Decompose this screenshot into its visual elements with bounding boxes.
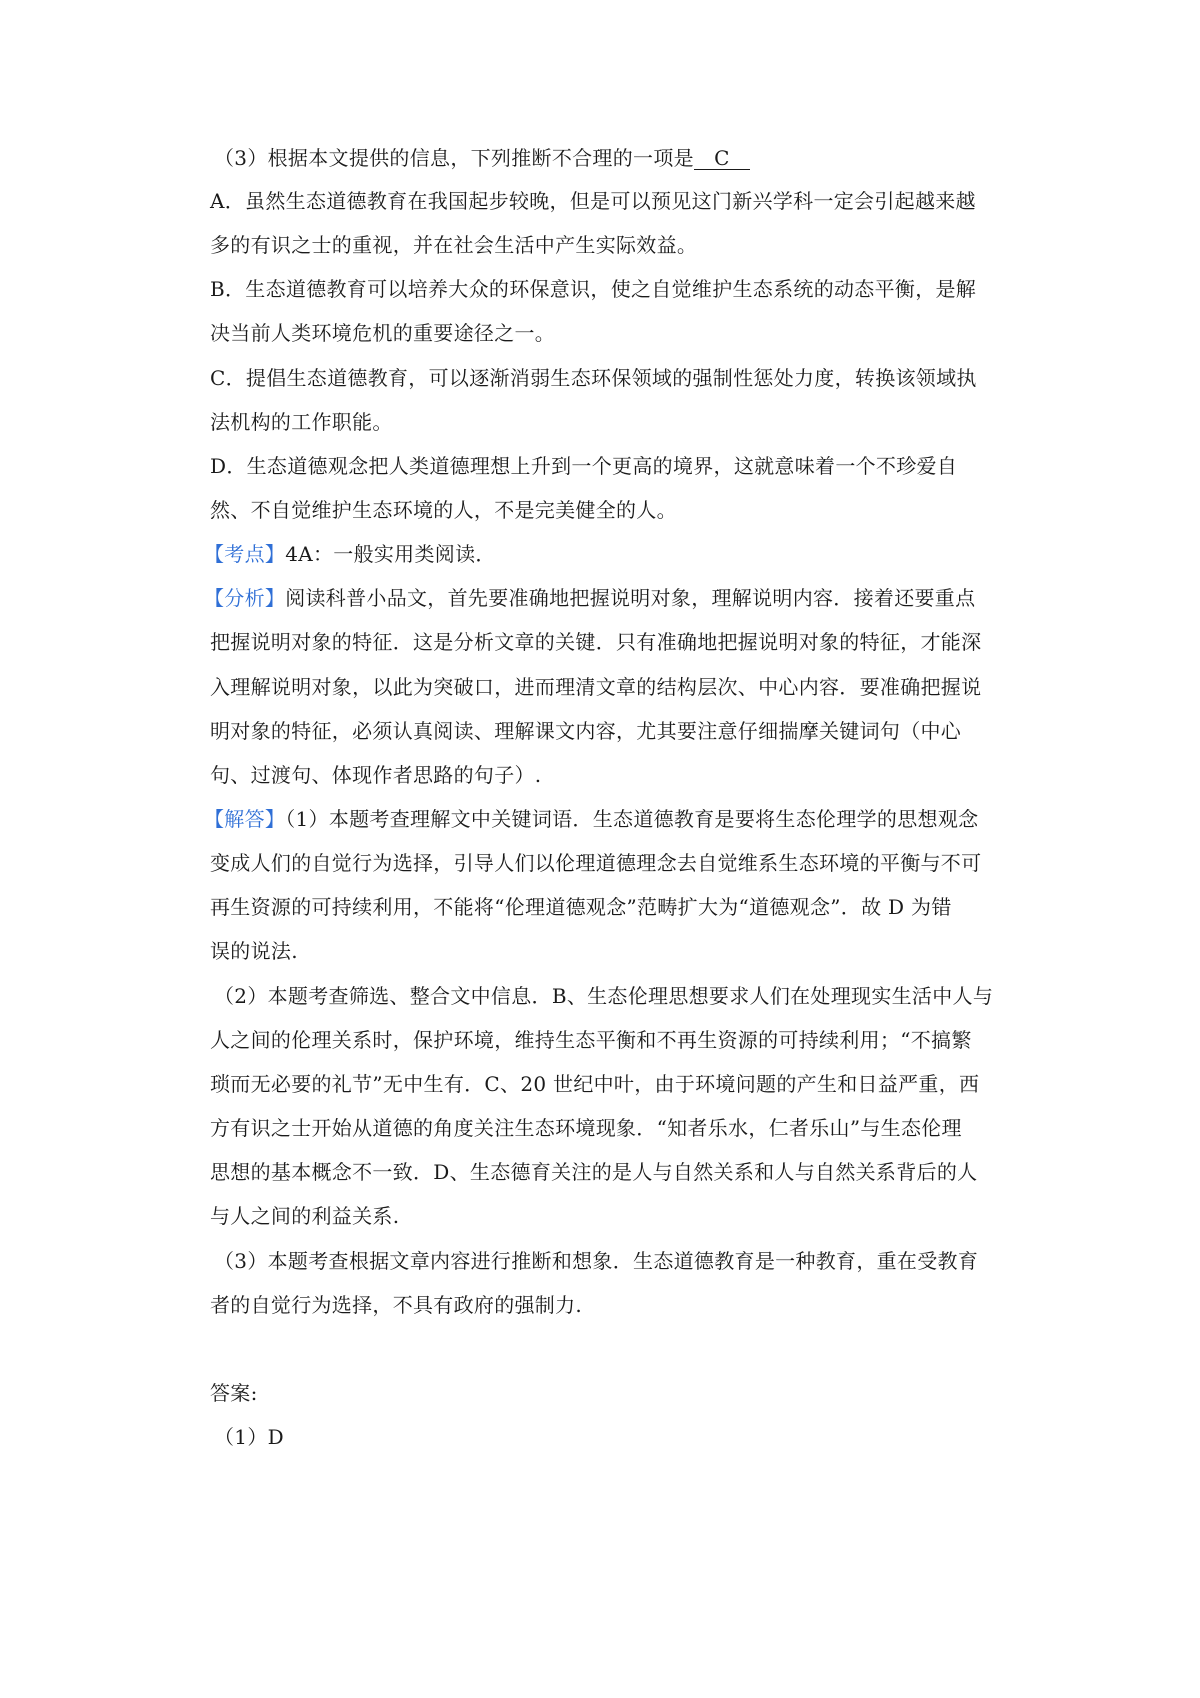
kaodian-tag: 【考点】 bbox=[204, 542, 286, 566]
kaodian-text: 4A：一般实用类阅读． bbox=[285, 542, 496, 566]
jieda-p1-line2: 变成人们的自觉行为选择，引导人们以伦理道德理念去自觉维系生态环境的平衡与不可 bbox=[210, 851, 982, 875]
fenxi-section bbox=[204, 584, 975, 612]
option-c-line2: 法机构的工作职能。 bbox=[210, 410, 393, 434]
jieda-p2-line3: 琐而无必要的礼节”无中生有．C、20 世纪中叶，由于环境问题的产生和日益严重，西 bbox=[210, 1072, 980, 1096]
jieda-p3-line1: （3）本题考查根据文章内容进行推断和想象．生态道德教育是一种教育，重在受教育 bbox=[214, 1249, 979, 1273]
jieda-p2-line5: 思想的基本概念不一致．D、生态德育关注的是人与自然关系和人与自然关系背后的人 bbox=[210, 1160, 978, 1184]
question3-prompt: （3）根据本文提供的信息，下列推断不合理的一项是 bbox=[214, 146, 694, 170]
fenxi-line3: 入理解说明对象，以此为突破口，进而理清文章的结构层次、中心内容．要准确把握说 bbox=[210, 675, 982, 699]
option-b-line2: 决当前人类环境危机的重要途径之一。 bbox=[210, 321, 556, 345]
option-d-line1: D．生态道德观念把人类道德理想上升到一个更高的境界，这就意味着一个不珍爱自 bbox=[210, 454, 958, 478]
fenxi-tag: 【分析】 bbox=[204, 586, 286, 610]
jieda-tag: 【解答】 bbox=[204, 807, 286, 831]
jieda-p3-line2: 者的自觉行为选择，不具有政府的强制力. bbox=[210, 1293, 583, 1317]
jieda-p2-line2: 人之间的伦理关系时，保护环境，维持生态平衡和不再生资源的可持续利用；“不搞繁 bbox=[210, 1028, 972, 1052]
option-b-line1: B．生态道德教育可以培养大众的环保意识，使之自觉维护生态系统的动态平衡，是解 bbox=[210, 277, 977, 301]
option-a-line2: 多的有识之士的重视，并在社会生活中产生实际效益。 bbox=[210, 233, 698, 257]
jieda-p2-line4: 方有识之士开始从道德的角度关注生态环境现象．“知者乐水，仁者乐山”与生态伦理 bbox=[210, 1116, 962, 1140]
fenxi-line4: 明对象的特征，必须认真阅读、理解课文内容，尤其要注意仔细揣摩关键词句（中心 bbox=[210, 719, 962, 743]
option-c-line1: C．提倡生态道德教育，可以逐渐消弱生态环保领域的强制性惩处力度，转换该领域执 bbox=[210, 366, 977, 390]
option-d-line2: 然、不自觉维护生态环境的人，不是完美健全的人。 bbox=[210, 498, 677, 522]
jieda-p2-line1: （2）本题考查筛选、整合文中信息．B、生态伦理思想要求人们在处理现实生活中人与 bbox=[214, 984, 994, 1008]
jieda-p1-line4: 误的说法. bbox=[210, 939, 298, 963]
jieda-p1-line3: 再生资源的可持续利用，不能将“伦理道德观念”范畴扩大为“道德观念”．故 D 为错 bbox=[210, 895, 952, 919]
kaodian-section bbox=[204, 540, 496, 568]
fenxi-line2: 把握说明对象的特征．这是分析文章的关键．只有准确地把握说明对象的特征，才能深 bbox=[210, 630, 982, 654]
question3-answer-blank: C bbox=[694, 147, 750, 170]
answers-heading: 答案: bbox=[210, 1381, 258, 1405]
option-a-line1: A．虽然生态道德教育在我国起步较晚，但是可以预见这门新兴学科一定会引起越来越 bbox=[210, 189, 976, 213]
fenxi-line5: 句、过渡句、体现作者思路的句子）. bbox=[210, 763, 542, 787]
answer-1: （1）D bbox=[214, 1425, 284, 1449]
question3-prompt-line bbox=[214, 144, 750, 172]
jieda-p2-line6: 与人之间的利益关系. bbox=[210, 1204, 400, 1228]
jieda-section bbox=[204, 805, 978, 833]
jieda-p1-line1: （1）本题考查理解文中关键词语．生态道德教育是要将生态伦理学的思想观念 bbox=[285, 807, 979, 831]
fenxi-line1: 阅读科普小品文，首先要准确地把握说明对象，理解说明内容．接着还要重点 bbox=[285, 586, 976, 610]
